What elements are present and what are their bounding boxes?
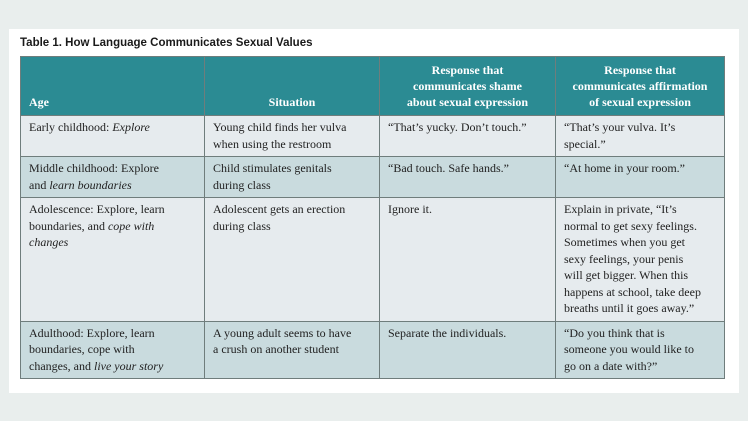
table-card <box>9 29 739 393</box>
cell-text-line: “At home in your room.” <box>564 161 685 175</box>
header-text-line: Response that <box>431 63 504 77</box>
emphasis-text: live your story <box>93 358 164 373</box>
plain-text: and <box>29 177 50 192</box>
cell-text-line: Sometimes when you get <box>564 235 685 249</box>
table-row <box>21 198 725 322</box>
cell-age <box>21 116 205 157</box>
header-text-line: communicates shame <box>413 79 522 93</box>
cell-text-line: Adolescent gets an erection <box>213 202 346 216</box>
cell-text-line: “That’s your vulva. It’s <box>564 120 676 134</box>
emphasis-text: learn boundaries <box>49 177 132 192</box>
cell-text-line <box>29 325 199 342</box>
values-table <box>20 56 725 379</box>
header-text-line: of sexual expression <box>589 95 691 109</box>
cell-text-line: “That’s yucky. Don’t touch.” <box>388 120 527 134</box>
cell-text-line: “Do you think that is <box>564 325 665 340</box>
cell-text-line: “Bad touch. Safe hands.” <box>388 161 509 175</box>
cell-affirmation-response <box>556 198 725 322</box>
cell-text-line: Explain in private, “It’s <box>564 202 677 216</box>
header-affirmation-response <box>556 57 725 116</box>
table-row <box>21 116 725 157</box>
cell-text-line: sexy feelings, your penis <box>564 251 684 266</box>
cell-text-line <box>29 201 199 218</box>
plain-text: changes, and <box>29 358 94 373</box>
emphasis-text: changes <box>29 235 69 249</box>
cell-text-line: special.” <box>564 136 606 151</box>
cell-shame-response <box>380 116 556 157</box>
cell-text-line: Separate the individuals. <box>388 325 507 340</box>
cell-text-line: Young child finds her vulva <box>213 120 347 134</box>
header-text-line: Situation <box>268 95 316 109</box>
cell-text-line: breaths until it goes away.” <box>564 301 695 315</box>
cell-shame-response <box>380 157 556 198</box>
header-row <box>21 57 725 116</box>
cell-shame-response <box>380 321 556 379</box>
cell-situation <box>205 157 380 198</box>
cell-text-line: will get bigger. When this <box>564 268 689 282</box>
cell-text-line <box>29 358 199 375</box>
cell-text-line: A young adult seems to have <box>213 325 352 340</box>
cell-affirmation-response <box>556 321 725 379</box>
table-row <box>21 157 725 198</box>
cell-text-line: during class <box>213 218 271 233</box>
table-row <box>21 321 725 379</box>
cell-affirmation-response <box>556 116 725 157</box>
cell-situation <box>205 321 380 379</box>
emphasis-text: Explore <box>112 120 150 134</box>
header-age <box>21 57 205 116</box>
cell-age <box>21 321 205 379</box>
header-text-line: Age <box>29 95 49 109</box>
header-text-line: about sexual expression <box>406 95 529 109</box>
plain-text: boundaries, and <box>29 218 108 233</box>
cell-age <box>21 157 205 198</box>
cell-text-line: Ignore it. <box>388 202 432 216</box>
header-text-line: Response that <box>604 63 676 77</box>
cell-text-line: during class <box>213 177 271 192</box>
cell-text-line <box>29 177 199 194</box>
cell-situation <box>205 116 380 157</box>
cell-text-line: someone you would like to <box>564 342 694 356</box>
header-situation <box>205 57 380 116</box>
table-body <box>21 116 725 379</box>
cell-text-line <box>29 341 199 358</box>
cell-shame-response <box>380 198 556 322</box>
cell-situation <box>205 198 380 322</box>
plain-text: Early childhood: <box>29 120 113 134</box>
plain-text: boundaries, cope with <box>29 342 135 356</box>
cell-text-line <box>29 160 199 177</box>
cell-text-line: happens at school, take deep <box>564 284 701 299</box>
cell-affirmation-response <box>556 157 725 198</box>
cell-text-line <box>29 218 199 235</box>
cell-text-line: a crush on another student <box>213 342 339 356</box>
plain-text: Middle childhood: Explore <box>29 161 159 175</box>
cell-text-line <box>29 119 199 136</box>
header-shame-response <box>380 57 556 116</box>
emphasis-text: cope with <box>107 218 155 233</box>
header-text-line: communicates affirmation <box>572 79 708 93</box>
cell-text-line: normal to get sexy feelings. <box>564 218 697 233</box>
cell-text-line <box>29 234 199 251</box>
table-caption: Table 1. How Language Communicates Sexual Values <box>20 37 313 49</box>
plain-text: Adulthood: Explore, learn <box>29 325 155 340</box>
plain-text: Adolescence: Explore, learn <box>29 202 165 216</box>
cell-text-line: when using the restroom <box>213 136 332 151</box>
cell-text-line: go on a date with?” <box>564 358 658 373</box>
cell-text-line: Child stimulates genitals <box>213 161 332 175</box>
cell-age <box>21 198 205 322</box>
